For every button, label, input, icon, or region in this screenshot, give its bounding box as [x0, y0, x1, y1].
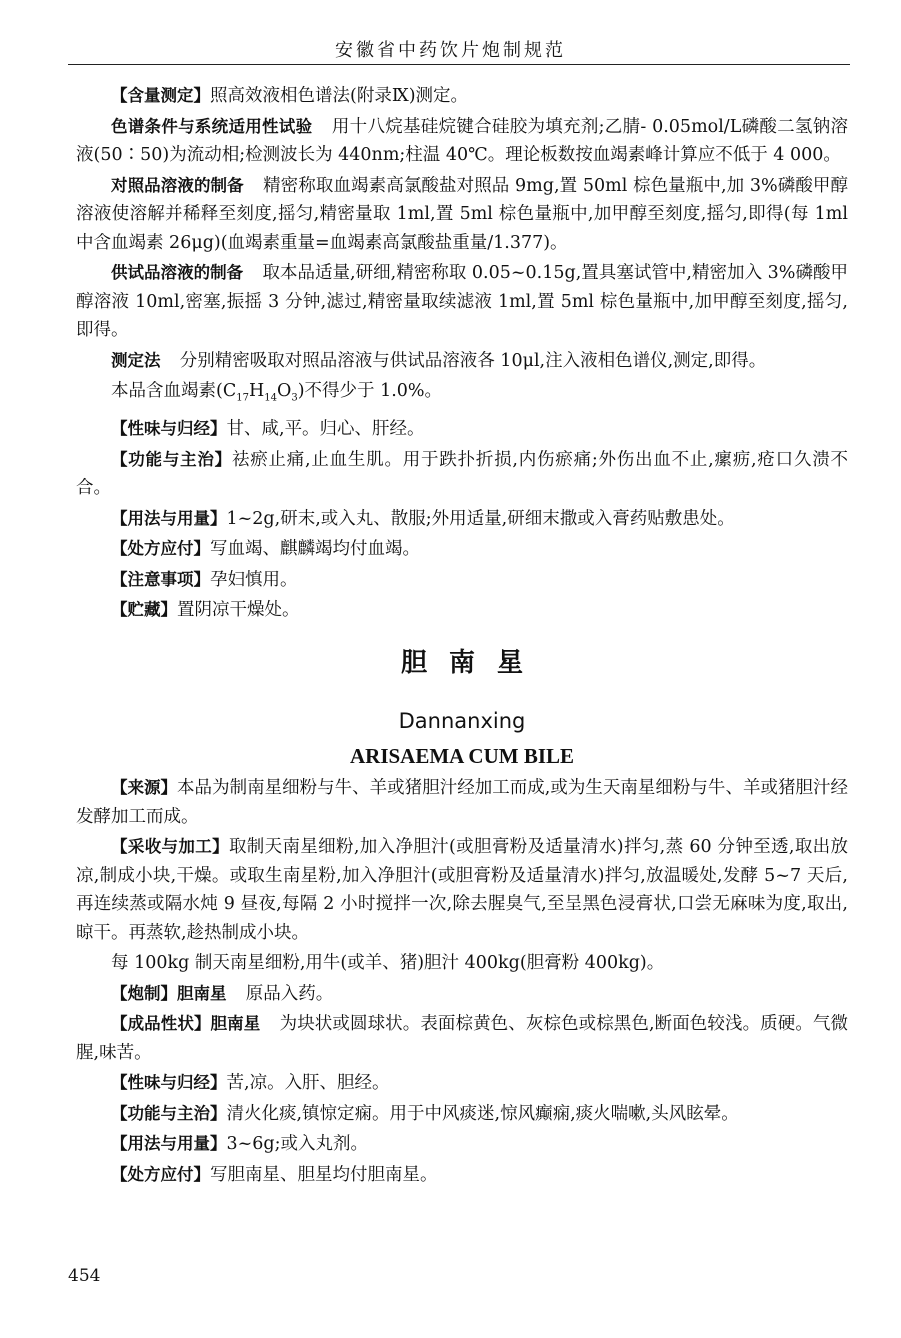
method-label: 测定法 — [111, 350, 161, 370]
nature-entry — [76, 415, 848, 444]
monograph-latin: ARISAEMA CUM BILE — [349, 743, 575, 768]
page-number: 454 — [68, 1266, 101, 1286]
source-text: 本品为制南星细粉与牛、羊或猪胆汁经加工而成,或为生天南星细粉与牛、羊或猪胆汁经发酵加工而成。 — [76, 778, 849, 827]
prescription-label-2: 【处方应付】 — [111, 1164, 210, 1184]
monograph-title: 胆南星 — [400, 647, 545, 678]
storage-label: 【贮藏】 — [111, 600, 177, 619]
usage-entry — [76, 505, 848, 534]
usage-entry-2 — [76, 1130, 848, 1159]
sample-solution-entry — [76, 259, 848, 345]
page-body — [76, 82, 848, 1191]
reference-solution-entry — [76, 172, 848, 258]
prep-entry — [76, 980, 848, 1009]
sample-solution-label: 供试品溶液的制备 — [111, 263, 244, 282]
method-text: 分别精密吸取对照品溶液与供试品溶液各 10μl,注入液相色谱仪,测定,即得。 — [179, 350, 767, 371]
ratio-text: 每 100kg 制天南星细粉,用牛(或羊、猪)胆汁 400kg(胆膏粉 400kg)。 — [111, 953, 665, 973]
function-label-2: 【功能与主治】 — [111, 1103, 227, 1123]
nature-label-2: 【性味与归经】 — [111, 1073, 227, 1092]
assay-entry — [76, 82, 848, 111]
prescription-label: 【处方应付】 — [111, 539, 210, 558]
assay-label: 【含量测定】 — [111, 86, 210, 105]
running-header: 安徽省中药饮片炮制规范 — [335, 40, 566, 61]
chromatography-label: 色谱条件与系统适用性试验 — [111, 116, 313, 136]
prep-label: 【炮制】胆南星 — [111, 983, 227, 1003]
source-label: 【来源】 — [111, 778, 178, 797]
appearance-entry — [76, 1010, 848, 1067]
storage-entry — [76, 596, 848, 625]
appearance-label: 【成品性状】胆南星 — [111, 1014, 261, 1033]
processing-text: 取制天南星细粉,加入净胆汁(或胆膏粉及适量清水)拌匀,蒸 60 分钟至透,取出放凉,制成小块,干燥。或取生南星粉,加入净胆汁(或胆膏粉及适量清水)拌匀,放温暖处,发酵 5~7 天后,再连续蒸或隔水炖 9 昼夜,每隔 2 小时搅拌一次,除去腥臭气,至呈黑色浸膏状,口尝无麻味为度,取出,晾干。再蒸软,趁热制成小块。 — [76, 837, 849, 943]
chromatography-entry — [76, 113, 848, 170]
formula-h: H — [248, 381, 265, 401]
usage-label: 【用法与用量】 — [111, 508, 227, 528]
usage-label-2: 【用法与用量】 — [111, 1134, 227, 1153]
prescription-text: 写血竭、麒麟竭均付血竭。 — [210, 539, 420, 559]
monograph-pinyin: Dannanxing — [398, 709, 526, 733]
usage-text-2: 3~6g;或入丸剂。 — [226, 1134, 369, 1154]
formula-o: O — [276, 381, 292, 401]
caution-label: 【注意事项】 — [111, 569, 210, 589]
assay-text: 照高效液相色谱法(附录Ⅸ)测定。 — [210, 86, 469, 106]
nature-entry-2 — [76, 1069, 848, 1098]
function-text-2: 清火化痰,镇惊定痫。用于中风痰迷,惊风癫痫,痰火喘嗽,头风眩晕。 — [226, 1103, 739, 1124]
prescription-entry-2 — [76, 1161, 848, 1190]
method-entry — [76, 347, 848, 376]
reference-solution-label: 对照品溶液的制备 — [111, 175, 244, 195]
nature-text: 甘、咸,平。归心、肝经。 — [226, 419, 425, 439]
formula-sub-o: 3 — [291, 392, 298, 404]
nature-text-2: 苦,凉。入肝、胆经。 — [226, 1073, 390, 1093]
caution-entry — [76, 566, 848, 595]
caution-text: 孕妇慎用。 — [210, 569, 298, 590]
processing-entry — [76, 833, 848, 947]
formula-sub-c: 17 — [236, 392, 249, 404]
function-label: 【功能与主治】 — [111, 449, 232, 469]
reference-solution-text: 精密称取血竭素高氯酸盐对照品 9mg,置 50ml 棕色量瓶中,加 3%磷酸甲醇溶液使溶解并稀释至刻度,摇匀,精密量取 1ml,置 5ml 棕色量瓶中,加甲醇至刻度,摇匀,即得(每 1ml 中含血竭素 26μg)(血竭素重量=血竭素高氯酸盐重量/1.377)。 — [76, 175, 849, 253]
function-entry-2 — [76, 1100, 848, 1129]
prescription-entry — [76, 535, 848, 564]
function-text: 祛瘀止痛,止血生肌。用于跌扑折损,内伤瘀痛;外伤出血不止,瘰疬,疮口久溃不合。 — [76, 449, 848, 498]
function-entry — [76, 446, 848, 503]
header-rule — [68, 64, 850, 65]
usage-text: 1~2g,研末,或入丸、散服;外用适量,研细末撒或入膏药贴敷患处。 — [226, 508, 735, 529]
source-entry — [76, 774, 848, 831]
chromatography-text: 用十八烷基硅烷键合硅胶为填充剂;乙腈- 0.05mol/L磷酸二氢钠溶液(50∶50)为流动相;检测波长为 440nm;柱温 40℃。理论板数按血竭素峰计算应不低于 4 000。 — [76, 116, 848, 165]
sample-solution-text: 取本品适量,研细,精密称取 0.05~0.15g,置具塞试管中,精密加入 3%磷酸甲醇溶液 10ml,密塞,振摇 3 分钟,滤过,精密量取续滤液 1ml,置 5ml 棕色量瓶中,加甲醇至刻度,摇匀,即得。 — [76, 263, 848, 340]
appearance-text: 为块状或圆球状。表面棕黄色、灰棕色或棕黑色,断面色较浅。质硬。气微腥,味苦。 — [76, 1014, 849, 1063]
nature-label: 【性味与归经】 — [111, 419, 227, 438]
processing-label: 【采收与加工】 — [111, 837, 229, 856]
storage-text: 置阴凉干燥处。 — [177, 600, 300, 620]
content-text-pre: 本品含血竭素(C — [111, 381, 237, 401]
content-limit — [76, 377, 848, 413]
content-text-post: )不得少于 1.0%。 — [297, 381, 443, 401]
prescription-text-2: 写胆南星、胆星均付胆南星。 — [210, 1164, 438, 1185]
prep-text: 原品入药。 — [245, 983, 334, 1004]
formula-sub-h: 14 — [264, 392, 277, 404]
